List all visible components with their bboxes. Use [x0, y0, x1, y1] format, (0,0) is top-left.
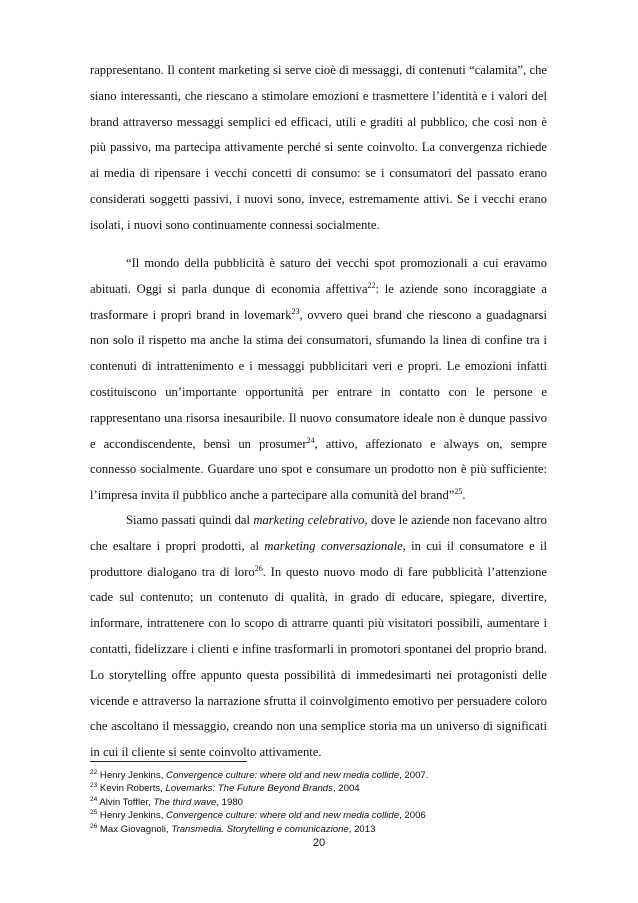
footnote-separator: [90, 761, 247, 762]
footnote-year: , 2006: [399, 810, 426, 822]
p2-text-d: , attivo, affezionato e always on, sempre connesso socialmente. Guardare uno spot e consumare un prodotto non è più sufficiente: l’impresa invita il pubblico anche a partecipare alla comunità del brand”: [90, 436, 547, 503]
footnote-year: , 2013: [348, 823, 376, 835]
footnote-22: [90, 769, 550, 782]
p3-emphasis-1: marketing celebrativo: [253, 513, 365, 527]
footnote-author: Henry Jenkins,: [99, 770, 167, 781]
footnote-ref-23[interactable]: 23: [291, 306, 300, 316]
paragraph-3: [90, 508, 547, 766]
p2-text-e: .: [462, 488, 466, 503]
paragraph-2-text: [90, 251, 547, 509]
p3-text-d: . In questo nuovo modo di fare pubblicità l’attenzione cade sul contenuto; un contenuto di qualità, in grado di educare, spiegare, divertire, informare, intrattenere con lo scopo di attrarre quanti più visitatori possibili, aumentare i contatti, fidelizzare i clienti e infine trasformarli in promotori spontanei del proprio brand. Lo storytelling offre appunto questa possibilità di immedesimarti nei protagonisti delle vicende e attraverso la narrazione sfrutta il coinvolgimento emotivo per persuadere coloro che ascoltano il messaggio, creando non una semplice storia ma un universo di significati in cui il cliente si sente coinvolto attivamente.: [90, 564, 547, 760]
footnote-ref-25[interactable]: 25: [454, 486, 463, 496]
footnote-title: Convergence culture: where old and new media collide: [166, 770, 400, 781]
p3-text-a: Siamo passati quindi dal: [126, 513, 254, 527]
footnote-number: 23: [90, 782, 98, 790]
footnote-author: Henry Jenkins,: [99, 810, 167, 822]
paragraph-2: [90, 251, 547, 509]
footnote-title: The third wave: [153, 796, 217, 808]
footnote-number: 26: [90, 822, 98, 830]
footnote-25: [90, 809, 550, 822]
footnote-ref-24[interactable]: 24: [306, 435, 315, 445]
footnote-number: 22: [90, 768, 98, 776]
footnote-year: , 1980: [216, 796, 244, 808]
p2-text-a: “Il mondo della pubblicità è saturo dei vecchi spot promozionali a cui eravamo abituati. Oggi si parla dunque di economia affettiva: [90, 256, 547, 296]
footnotes: [90, 769, 550, 836]
page-number: 20: [312, 837, 326, 849]
footnote-ref-26[interactable]: 26: [254, 563, 263, 573]
footnote-number: 24: [90, 795, 98, 803]
p2-text-b: : le aziende sono incoraggiate a trasformare i propri brand in lovemark: [90, 281, 547, 322]
p3-text-c: , in cui il consumatore e il produttore dialogano tra di loro: [90, 538, 548, 579]
footnote-number: 25: [90, 809, 98, 817]
footnote-title: Lovemarks: The Future Beyond Brands: [165, 783, 333, 795]
footnote-title: Convergence culture: where old and new media collide: [166, 810, 400, 822]
paragraph-1: [90, 58, 547, 239]
p2-text-c: , ovvero quei brand che riescono a guadagnarsi non solo il rispetto ma anche la stima dei consumatori, sfumando la linea di confine tra i contenuti di intrattenimento e i messaggi pubblicitari veri e propri. Le emozioni infatti costituiscono un’importante opportunità per entrare in contatto con le persone e rappresentano una risorsa inesauribile. Il nuovo consumatore ideale non è dunque passivo e accondiscendente, bensì un prosumer: [90, 307, 547, 451]
footnote-24: [90, 796, 550, 809]
footnote-year: , 2004: [332, 783, 360, 795]
paragraph-1-text: rappresentano. Il content marketing si serve cioè di messaggi, di contenuti “calamita”, che siano interessanti, che riescano a stimolare emozioni e trasmettere l’identità e i valori del brand attraverso messaggi semplici ed efficaci, utili e graditi al pubblico, che così non è più passivo, ma partecipa attivamente perché si sente coinvolto. La convergenza richiede ai media di ripensare i vecchi concetti di consumo: se i consumatori del passato erano considerati soggetti passivi, i nuovi sono, invece, estremamente attivi. Se i vecchi erano isolati, i nuovi sono continuamente connessi socialmente.: [90, 63, 547, 232]
footnote-author: Kevin Roberts,: [99, 783, 166, 795]
footnote-ref-22[interactable]: 22: [367, 280, 376, 290]
footnote-year: , 2007.: [399, 770, 429, 781]
footnote-author: Alvin Toffler,: [99, 796, 154, 808]
footnote-23: [90, 782, 550, 795]
p3-text-b: , dove le aziende non facevano altro che esaltare i propri prodotti, al: [90, 513, 547, 553]
footnote-title: Transmedia. Storytelling e comunicazione: [171, 823, 349, 835]
p3-emphasis-2: marketing conversazionale: [264, 538, 403, 553]
footnote-26: [90, 823, 550, 836]
paragraph-3-text: [90, 508, 547, 766]
footnote-author: Max Giovagnoli,: [99, 823, 172, 835]
